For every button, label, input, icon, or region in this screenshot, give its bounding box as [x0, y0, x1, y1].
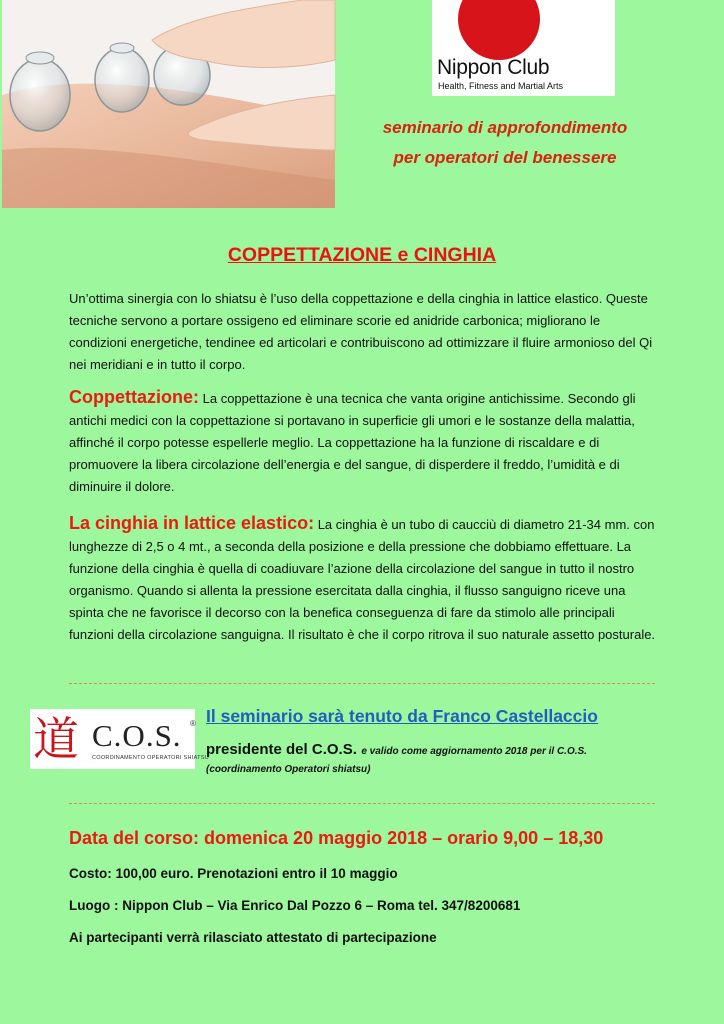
president-line: [206, 741, 587, 759]
intro-paragraph: Un’ottima sinergia con lo shiatsu è l’uso della coppettazione e della cinghia in lattice elastico. Queste tecniche servono a portare ossigeno ed eliminare scorie ed anidride carbonica; migliorano le condizioni energetiche, tendinee ed articolari e contribuiscono ad ottimizzare il fluire armonioso del Qi nei meridiani e in tutto il corpo.: [69, 291, 653, 372]
validity-note: e valido come aggiornamento 2018 per il C.O.S.: [361, 746, 587, 757]
course-certificate: Ai partecipanti verrà rilasciato attestato di partecipazione: [69, 930, 437, 945]
divider-bottom: [69, 803, 655, 804]
coordination-note: (coordinamento Operatori shiatsu): [206, 764, 371, 775]
cupping-illustration: [2, 0, 335, 208]
nippon-club-logo: [432, 0, 615, 96]
cinghia-heading: La cinghia in lattice elastico:: [69, 513, 315, 533]
cos-logo: [30, 709, 210, 769]
president-label: presidente del C.O.S.: [206, 741, 357, 758]
cos-logo-text: C.O.S.: [92, 718, 182, 753]
coppettazione-heading: Coppettazione:: [69, 387, 199, 407]
coppettazione-text: La coppettazione è una tecnica che vanta origine antichissime. Secondo gli antichi medici con la coppettazione si portavano in superficie gli umori e le sostanze della malattia, affinché il corpo potesse espellerle meglio. La coppettazione ha la funzione di riscaldare e di promuovere la libera circolazione dell’energia e del sangue, di disperdere il freddo, l’umidità e di diminuire il dolore.: [69, 391, 636, 494]
cinghia-section: [69, 512, 661, 646]
red-sun-icon: [458, 0, 540, 60]
logo-tagline: Health, Fitness and Martial Arts: [438, 81, 564, 91]
subtitle-line-1: seminario di approfondimento: [382, 118, 628, 137]
course-place: Luogo : Nippon Club – Via Enrico Dal Pozzo 6 – Roma tel. 347/8200681: [69, 898, 521, 913]
course-date: Data del corso: domenica 20 maggio 2018 – orario 9,00 – 18,30: [69, 828, 604, 848]
coppettazione-section: [69, 386, 661, 498]
cos-logo-subtitle: COORDINAMENTO OPERATORI SHIATSU: [92, 755, 210, 761]
page-title: COPPETTAZIONE e CINGHIA: [227, 244, 497, 266]
seminar-teacher-link[interactable]: Il seminario sarà tenuto da Franco Castellaccio: [206, 706, 598, 726]
cos-kanji: 道: [33, 712, 79, 766]
cinghia-text: La cinghia è un tubo di caucciù di diametro 21-34 mm. con lunghezze di 2,5 o 4 mt., a seconda della posizione e della pressione che dobbiamo effettuare. La funzione della cinghia è quella di coadiuvare l’azione della circolazione del sangue in tutto il nostro organismo. Quando si allenta la pressione esercitata dalla cinghia, il flusso sanguigno riceve una spinta che ne favorisce il decorso con la benefica conseguenza di fare da stimolo alle principali funzioni della circolazione sanguigna. Il risultato è che il corpo ritrova il suo naturale assetto posturale.: [69, 517, 656, 642]
registered-mark: ®: [190, 719, 196, 728]
divider-top: [69, 683, 655, 684]
course-cost: Costo: 100,00 euro. Prenotazioni entro il 10 maggio: [69, 866, 398, 881]
hero-photo: [2, 0, 335, 208]
logo-name: Nippon Club: [437, 56, 550, 79]
subtitle-line-2: per operatori del benessere: [393, 148, 617, 167]
